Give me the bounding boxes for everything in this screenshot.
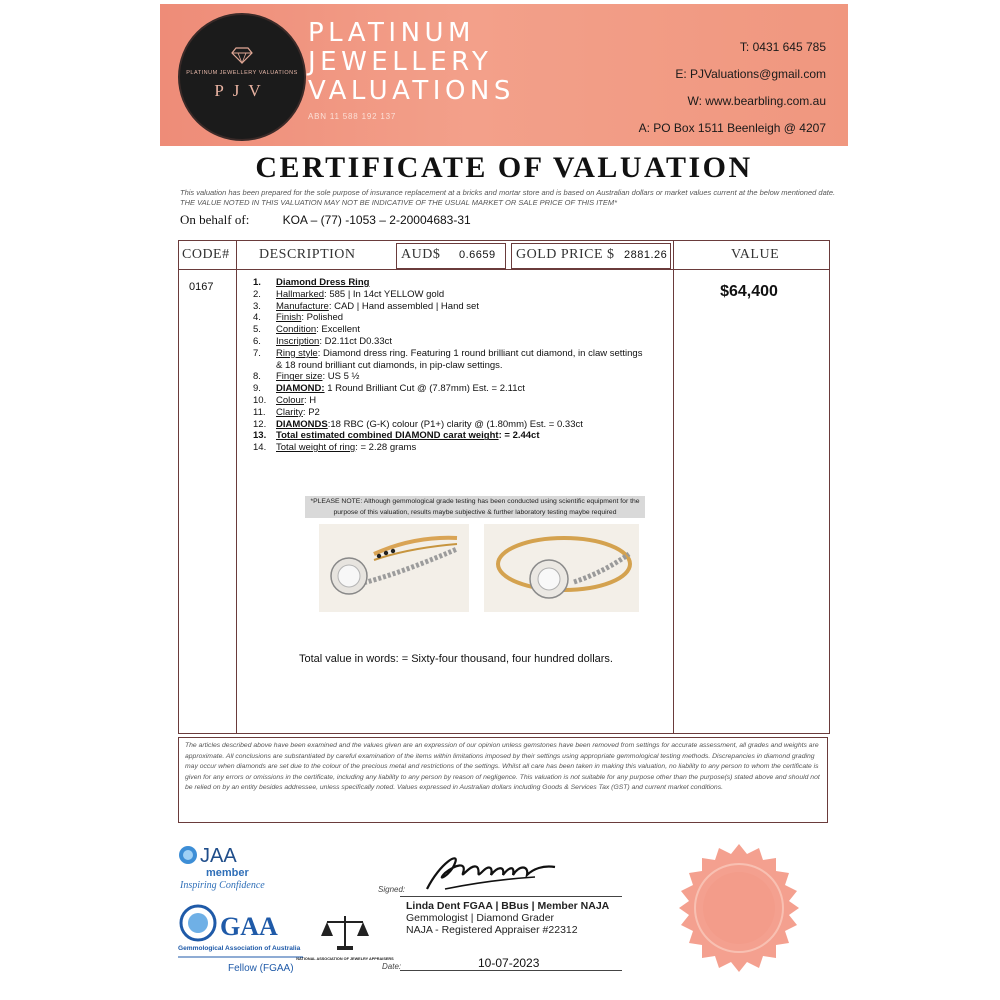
ring-image <box>484 524 639 612</box>
behalf-label: On behalf of: <box>180 212 250 227</box>
ring-photo <box>319 524 469 612</box>
item-value: $64,400 <box>720 283 778 300</box>
naja-name: NATIONAL ASSOCIATION OF JEWELRY APPRAISERS <box>296 957 394 961</box>
column-divider <box>673 241 674 733</box>
item-code: 0167 <box>189 281 214 293</box>
item-number: 8. <box>253 371 261 383</box>
contact-phone: T: 0431 645 785 <box>739 40 826 54</box>
item-number: 2. <box>253 288 261 300</box>
item-label: DIAMOND: <box>276 383 325 395</box>
intro-line: This valuation has been prepared for the sole purpose of insurance replacement at a bricks and mortar store and is based on Australian dollars or market values current at the below mentioned date. <box>180 188 836 197</box>
list-item <box>253 348 648 372</box>
item-label: Hallmarked <box>276 288 325 300</box>
list-item <box>253 383 648 395</box>
item-number: 5. <box>253 324 261 336</box>
item-text: : H <box>304 394 317 406</box>
gaa-name: GAA <box>220 912 278 941</box>
item-text: 1 Round Brilliant Cut @ (7.87mm) Est. = 2.11ct <box>324 383 525 395</box>
item-text: : P2 <box>302 406 320 418</box>
header-description: DESCRIPTION <box>259 247 356 262</box>
signer-role: Gemmologist | Diamond Grader <box>406 912 555 924</box>
brand-line: PLATINUM <box>308 18 475 48</box>
gaa-full-name: Gemmological Association of Australia <box>178 945 301 952</box>
item-text: : Diamond dress ring. Featuring 1 round brilliant cut diamond, in claw settings & 18 round brilliant cut diamonds, in pip-claw settings. <box>276 347 643 371</box>
item-number: 14. <box>253 442 267 454</box>
item-number: 12. <box>253 418 267 430</box>
signed-label: Signed: <box>378 885 406 894</box>
signer-name: Linda Dent FGAA | BBus | Member NAJA <box>406 900 610 912</box>
jaa-member-logo <box>178 842 298 897</box>
gaa-fellow-logo <box>178 905 303 980</box>
item-label: Inscription <box>276 335 320 347</box>
jaa-member: member <box>206 867 249 879</box>
brand-name <box>308 19 515 106</box>
item-label: DIAMONDS <box>276 418 328 430</box>
contact-web[interactable]: W: www.bearbling.com.au <box>687 94 826 108</box>
item-label: Condition <box>276 324 317 336</box>
contact-block <box>639 34 826 142</box>
signature-image <box>415 843 565 895</box>
header-code: CODE# <box>182 247 230 262</box>
header-value: VALUE <box>731 247 780 262</box>
signature-line <box>400 896 622 897</box>
signer-registration: NAJA - Registered Appraiser #22312 <box>406 924 578 936</box>
disclaimer-text: The articles described above have been examined and the values given are an expression of our opinion unless gemstones have been removed from settings for accurate assessment, all grades and weights are approximate. All conclusions are substantiated by careful examination of the items within limitations imposed by their settings using appropriate gemmological testing methods. Discrepancies in diamond grading may occur when diamonds are set due to the colour of the precious metal and restrictions of the settings. Whilst all care has been taken in making this valuation, no liability to any person to whom the certificate is given for any errors or omissions in the certificate, including any liability to any person by reason of negligence. This valuation is not suitable for any purpose other than the purpose(s) stated above and should not be relied on by an entity besides addressee, unless specifically noted. Values expressed in Australian dollars including Goods & Services Tax (GST) and current market conditions. <box>178 737 828 823</box>
intro-line: THE VALUE NOTED IN THIS VALUATION MAY NOT BE INDICATIVE OF THE USUAL MARKET OR SALE PRICE OF THIS ITEM* <box>180 198 618 207</box>
item-label: Manufacture <box>276 300 329 312</box>
item-label: Diamond Dress Ring <box>276 277 370 288</box>
item-label: Total estimated combined DIAMOND carat weight <box>276 430 499 442</box>
item-number: 3. <box>253 300 261 312</box>
ring-image <box>319 524 469 612</box>
column-divider <box>236 241 237 733</box>
company-seal-icon <box>673 842 805 974</box>
list-item <box>253 430 648 442</box>
list-item <box>253 395 648 407</box>
on-behalf-of <box>180 212 471 228</box>
certificate-page <box>160 0 850 1000</box>
item-label: Finger size <box>276 371 323 383</box>
item-label: Clarity <box>276 406 303 418</box>
date-label: Date: <box>382 962 402 971</box>
list-item <box>253 371 648 383</box>
item-text: : D2.11ct D0.33ct <box>319 335 393 347</box>
certificate-title: CERTIFICATE OF VALUATION <box>255 151 753 184</box>
certificate-date: 10-07-2023 <box>478 956 540 970</box>
brand-line: VALUATIONS <box>308 76 515 106</box>
item-number: 4. <box>253 312 261 324</box>
valuation-table <box>178 240 830 734</box>
company-logo <box>178 13 306 141</box>
ring-photo <box>484 524 639 612</box>
item-number: 7. <box>253 347 261 359</box>
item-number: 10. <box>253 394 267 406</box>
item-label: Total weight of ring <box>276 442 356 454</box>
item-number: 9. <box>253 383 261 395</box>
item-text: : = 2.28 grams <box>355 442 417 454</box>
header-banner <box>160 4 848 146</box>
item-number: 11. <box>253 406 266 418</box>
table-header-row <box>179 241 829 270</box>
brand-line: JEWELLERY <box>308 47 493 77</box>
item-description-list <box>253 277 648 454</box>
total-value-words: Total value in words: = Sixty-four thousand, four hundred dollars. <box>299 653 613 665</box>
logo-company-text: PLATINUM JEWELLERY VALUATIONS <box>186 70 298 76</box>
header-gold-label: GOLD PRICE $ <box>516 247 615 262</box>
item-text: : US 5 ½ <box>322 371 360 383</box>
header-gold-value: 2881.26 <box>624 249 668 261</box>
contact-email[interactable]: E: PJValuations@gmail.com <box>675 67 826 81</box>
item-label: Finish <box>276 312 302 324</box>
intro-text <box>180 188 840 208</box>
list-item <box>253 277 648 289</box>
list-item <box>253 312 648 324</box>
gaa-fellow: Fellow (FGAA) <box>228 963 294 974</box>
item-number: 1. <box>253 277 261 288</box>
list-item <box>253 336 648 348</box>
jaa-tagline: Inspiring Confidence <box>180 880 265 891</box>
header-aud-value: 0.6659 <box>459 249 496 261</box>
item-text: : = 2.44ct <box>498 430 540 442</box>
list-item <box>253 407 648 419</box>
contact-address: A: PO Box 1511 Beenleigh @ 4207 <box>638 121 826 135</box>
item-label: Colour <box>276 394 304 406</box>
list-item <box>253 289 648 301</box>
jaa-name: JAA <box>200 845 237 867</box>
list-item <box>253 442 648 454</box>
testing-note: *PLEASE NOTE: Although gemmological grade testing has been conducted using scientific equipment for the purpose of this valuation, results maybe subjective & further laboratory testing maybe required <box>305 496 645 518</box>
date-line <box>400 970 622 971</box>
item-text: : CAD | Hand assembled | Hand set <box>328 300 479 312</box>
abn-number: ABN 11 588 192 137 <box>308 112 397 121</box>
item-number: 13. <box>253 430 267 442</box>
header-aud-label: AUD$ <box>401 247 441 262</box>
item-label: Ring style <box>276 347 318 359</box>
item-number: 6. <box>253 335 261 347</box>
item-text: : 585 | In 14ct YELLOW gold <box>324 288 445 300</box>
item-text: : Excellent <box>316 324 360 336</box>
item-text: : Polished <box>301 312 344 324</box>
logo-initials: PJV <box>214 81 270 100</box>
diamond-icon <box>232 47 252 63</box>
list-item <box>253 419 648 431</box>
signer-block <box>406 900 609 936</box>
item-text: :18 RBC (G-K) colour (P1+) clarity @ (1.80mm) Est. = 0.33ct <box>327 418 583 430</box>
list-item <box>253 301 648 313</box>
behalf-reference: KOA – (77) -1053 – 2-20004683-31 <box>282 213 471 227</box>
list-item <box>253 324 648 336</box>
